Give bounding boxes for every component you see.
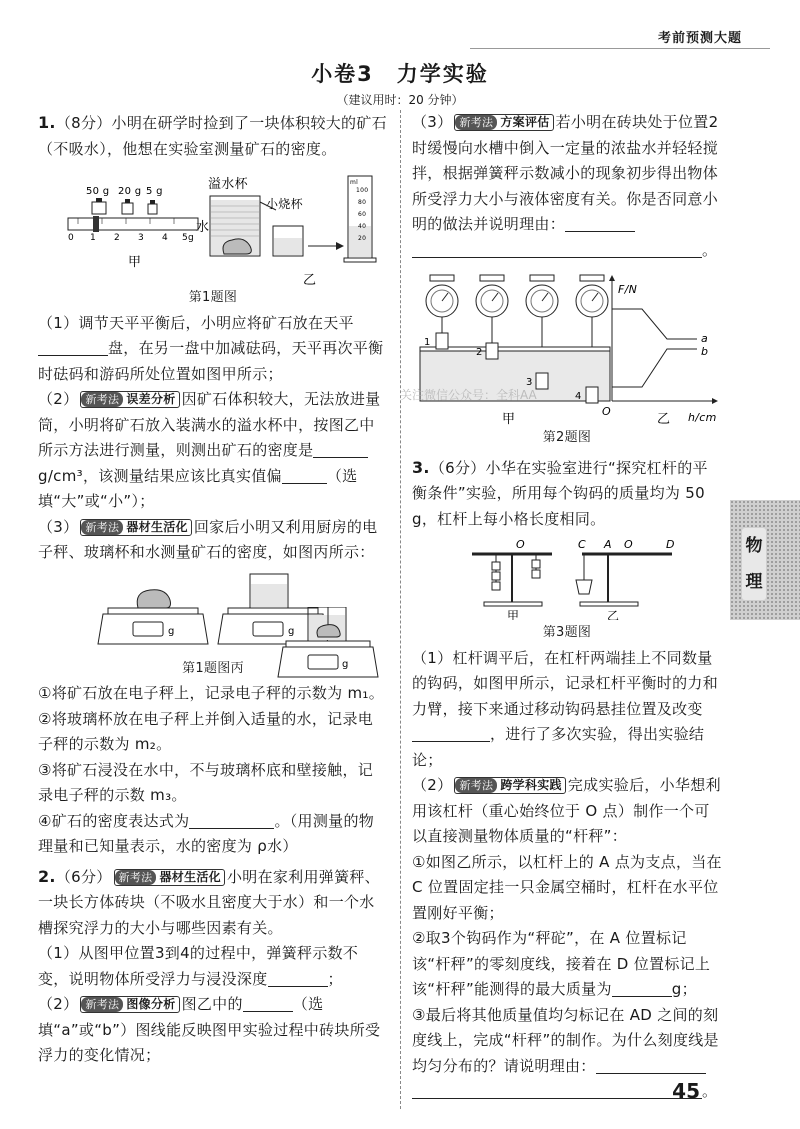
svg-text:2: 2 [476,347,483,358]
svg-text:3: 3 [526,377,533,388]
q3-part2: （2） 新考法 跨学科实践 完成实验后，小华想利用该杠杆（重心始终位于 O 点）制作一个可以直接测量物体质量的“杆秤”： [412,776,721,845]
column-divider [400,110,401,1109]
svg-text:F/N: F/N [618,283,638,296]
svg-text:5g: 5g [182,233,195,243]
svg-text:60: 60 [358,211,367,218]
page-title: 小卷3 力学实验 [311,62,489,86]
weight-50g-label: 50 g [86,186,110,197]
svg-text:A: A [604,538,612,551]
q3-part1: （1）杠杆调平后，在杠杆两端挂上不同数量的钩码，如图甲所示，记录杠杆平衡时的力和力臂，接下来通过移动钩码悬挂位置及改变，进行了多次实验，得出实验结论； [412,648,719,769]
svg-text:甲: 甲 [507,609,520,620]
fig2-label-jia: 甲 [502,412,516,427]
new-method-tag: 新考法 方案评估 [454,114,553,131]
q1-part1: （1）调节天平平衡后，小明应将矿石放在天平盘，在另一盘中加减砝码，天平再次平衡时砝码和游码所处位置如图甲所示； [38,313,384,383]
svg-text:g: g [288,625,295,637]
q3-blank-4[interactable] [412,1082,702,1099]
force-depth-graph [602,275,718,427]
q2-blank-3[interactable] [565,215,635,232]
svg-text:g: g [342,659,349,670]
q1-blank-3[interactable] [282,467,327,484]
q2-number: 2. [38,866,56,886]
weights-group [86,186,163,214]
header-rule [470,48,770,49]
electronic-scale-3 [268,607,388,687]
weight-5g-label: 5 g [146,186,163,197]
svg-text:乙: 乙 [607,609,620,620]
q1-blank-4[interactable] [189,812,274,829]
q3-step1: ①如图乙所示，以杠杆上的 A 点为支点，当在 C 位置固定挂一只金属空桶时，杠杆在水平位置刚好平衡； [412,852,722,922]
left-column [38,110,388,1069]
svg-text:O: O [624,538,633,551]
q3-figure-caption: 第3题图 [542,625,592,640]
svg-text:O: O [516,538,525,551]
q2-figure-caption: 第2题图 [542,430,592,445]
svg-text:100: 100 [356,187,369,194]
svg-text:g: g [168,625,175,637]
right-column [412,110,722,1105]
subject-label: 物 理 [742,528,766,600]
q2-part1: （1）从图甲位置3到4的过程中，弹簧秤示数不变，说明物体所受浮力与浸没深度 ； [38,944,359,988]
section-header: 考前预测大题 [657,31,742,46]
q3-step3: ③最后将其他质量值均匀标记在 AD 之间的刻度线上，完成“杆秤”的制作。为什么刻度线是均匀分布的？请说明理由： [412,1005,719,1075]
q2-intro: 2.（6分） 新考法 器材生活化 小明在家利用弹簧秤、一块长方体砖块（不吸水且密度大于水）和一个水槽探究浮力的大小与哪些因素有关。 [38,866,380,937]
q2-part3: （3） 新考法 方案评估 若小明在砖块处于位置2时缓慢向水槽中倒入一定量的浓盐水并轻轻搅拌，根据弹簧秤示数减小的现象初步得出物体所受浮力大小与液体密度有关。你是否同意小明的做法并说明理由： [412,113,719,233]
svg-text:O: O [602,405,611,418]
weight-20g-label: 20 g [118,186,142,197]
q2-part2: （2） 新考法 图像分析 图乙中的 （选填“a”或“b”）图线能反映图甲实验过程中砖块所受浮力的变化情况； [38,995,381,1064]
q1-step3: ③将矿石浸没在水中，不与玻璃杯底和壁接触，记录电子秤的示数 m₃。 [38,760,374,804]
overflow-cup-label: 溢水杯 [208,177,248,192]
q3-step3-line: 。 [412,1079,722,1105]
new-method-tag: 新考法 跨学科实践 [454,777,565,794]
svg-text:1: 1 [424,337,431,348]
svg-text:a: a [701,332,709,345]
q3-blank-1[interactable] [412,725,490,742]
q1-step2: ②将玻璃杯放在电子秤上并倒入适量的水，记录电子秤的示数为 m₂。 [38,709,374,753]
svg-text:20: 20 [358,235,367,242]
svg-text:80: 80 [358,199,367,206]
q1-figure-c-caption: 第1题图丙 [182,660,244,676]
fig1-label-yi: 乙 [303,273,317,288]
watermark: 关注微信公众号：全科AA [400,388,537,402]
balance-scale [68,218,198,230]
q2-part3-line: 。 [412,238,722,264]
time-hint: （建议用时：20 分钟） [336,93,464,107]
q3-step2: ②取3个钩码作为“秤砣”，在 A 位置标记该“杆秤”的零刻度线，接着在 D 位置标记上该“杆秤”能测得的最大质量为 g； [412,929,711,998]
q2-blank-2[interactable] [243,995,293,1012]
svg-text:C: C [578,538,586,551]
q1-blank-2[interactable] [313,441,368,458]
svg-text:4: 4 [162,233,169,243]
q1-part3: （3） 新考法 器材生活化 回家后小明又利用厨房的电子秤、玻璃杯和水测量矿石的密度，如图丙所示： [38,517,378,561]
svg-text:ml: ml [350,179,359,186]
q3-figure [412,536,722,620]
svg-text:h/cm: h/cm [688,411,717,424]
svg-text:2: 2 [114,233,121,243]
water-label: 水 [196,220,210,235]
fig2-label-yi: 乙 [657,412,671,427]
svg-text:D: D [666,538,675,551]
q1-intro: 1.（8分）小明在研学时捡到了一块体积较大的矿石（不吸水），他想在实验室测量矿石的密度。 [38,113,387,158]
new-method-tag: 新考法 器材生活化 [80,519,191,536]
small-beaker-label: 小烧杯 [266,197,303,211]
q3-number: 3. [412,457,430,477]
q3-blank-2[interactable] [612,980,672,997]
svg-text:b: b [701,345,709,358]
q2-figure [412,269,722,429]
q1-part2: （2） 新考法 误差分析 因矿石体积较大，无法放进量筒，小明将矿石放入装满水的溢水杯中，按图乙中所示方法进行测量，则测出矿石的密度是g/cm³，该测量结果应该比真实值偏 （选填“大”或“小”）； [38,390,381,510]
q3-intro: 3.（6分）小华在实验室进行“探究杠杆的平衡条件”实验，所用每个钩码的质量均为 50 g，杠杆上每小格长度相同。 [412,457,708,528]
new-method-tag: 新考法 误差分析 [80,391,179,408]
q1-figure-ab [38,166,388,291]
q2-blank-1[interactable] [268,970,328,987]
q1-step1: ①将矿石放在电子秤上，记录电子秤的示数为 m₁。 [38,684,385,702]
svg-text:3: 3 [138,233,145,243]
svg-text:0: 0 [68,233,75,243]
lever-jia [472,538,552,620]
svg-text:4: 4 [575,391,582,402]
page-number: 45 [672,1079,700,1103]
q1-step4: ④矿石的密度表达式为 。（用测量的物理量和已知量表示，水的密度为 ρ水） [38,811,375,855]
fig1-label-jia: 甲 [128,255,142,270]
svg-text:40: 40 [358,223,367,230]
q2-blank-4[interactable] [412,241,702,258]
new-method-tag: 新考法 图像分析 [80,996,179,1013]
graph-line-b [612,349,697,387]
q1-figure-caption: 第1题图 [188,290,238,305]
graph-line-a [612,309,697,339]
q1-blank-1[interactable] [38,339,108,356]
svg-text:1: 1 [90,233,97,243]
new-method-tag: 新考法 器材生活化 [114,869,225,886]
q1-number: 1. [38,113,56,132]
q3-blank-3[interactable] [596,1057,706,1074]
lever-yi [576,538,675,620]
